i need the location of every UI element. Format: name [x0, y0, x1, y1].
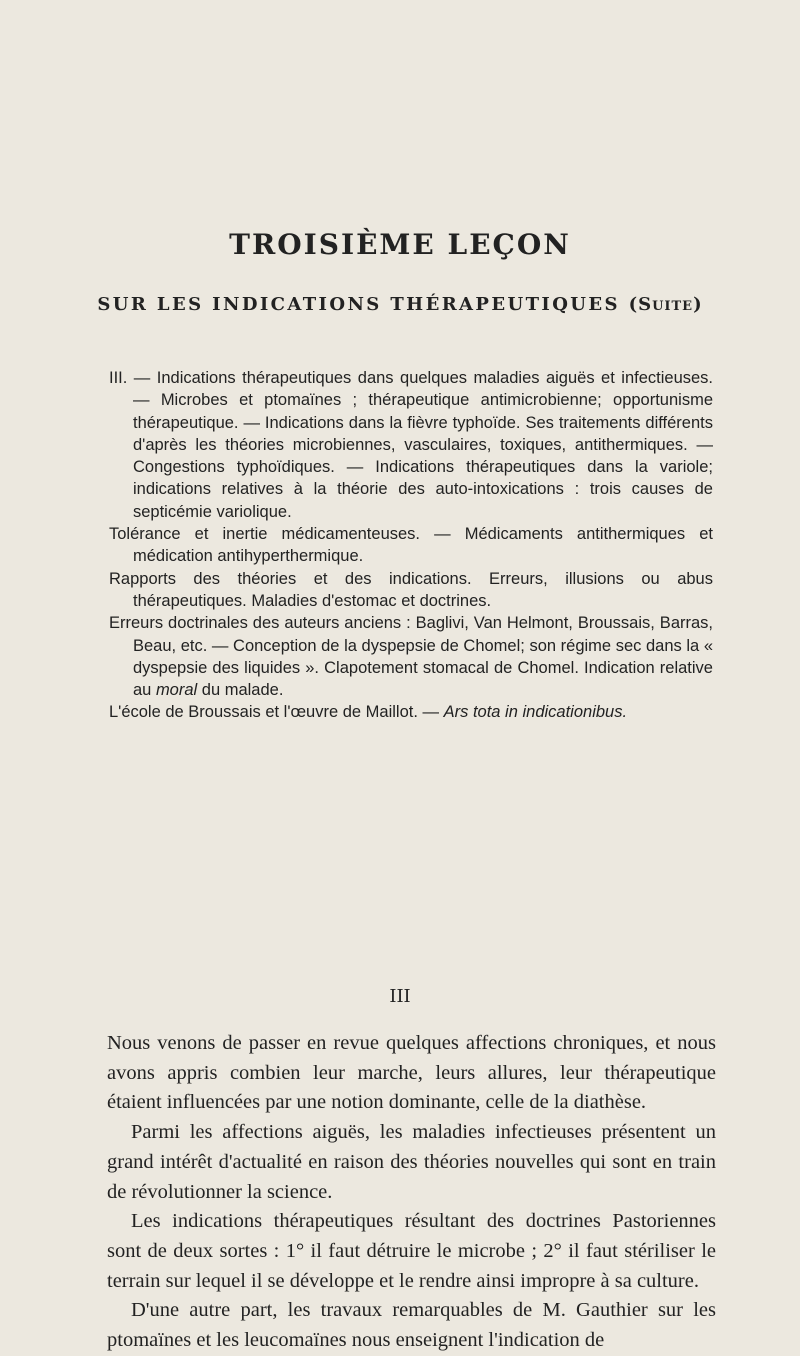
summary-paragraph: Tolérance et inertie médicamenteuses. — Médicaments antithermiques et médication antihyperthermique. [109, 525, 713, 566]
summary-text: Erreurs doctrinales des auteurs anciens : Baglivi, Van Helmont, Broussais, Barras, Beau, etc. — Conception de la dyspepsie de Chomel; son régime sec dans la « dyspepsie des liquides ». Clapotement stomacal de Chomel. Indication relative au [109, 614, 713, 700]
body-paragraph: Parmi les affections aiguës, les maladies infectieuses présentent un grand intérêt d'actualité en raison des théories nouvelles qui sont en train de révolutionner la science. [107, 1121, 716, 1203]
subtitle-suite: (Suite) [628, 294, 703, 315]
summary-italic: moral [155, 681, 198, 700]
subtitle-text: SUR LES INDICATIONS THÉRAPEUTIQUES [97, 294, 620, 315]
summary-paragraph [109, 612, 713, 701]
body-paragraph: Les indications thérapeutiques résultant des doctrines Pastoriennes sont de deux sortes : 1° il faut détruire le microbe ; 2° il faut stériliser le terrain sur lequel il se développe et le rendre ainsi impropre à sa culture. [107, 1210, 716, 1292]
lecture-title: TROISIÈME LEÇON [229, 228, 571, 261]
body-text [107, 1029, 716, 1356]
summary-paragraph: Rapports des théories et des indications. Erreurs, illusions ou abus thérapeutiques. Maladies d'estomac et doctrines. [109, 569, 713, 610]
summary-paragraph [109, 701, 713, 723]
body-paragraph: Nous venons de passer en revue quelques affections chroniques, et nous avons appris combien leur marche, leurs allures, leur thérapeutique étaient influencées par une notion dominante, celle de la diathèse. [107, 1032, 716, 1114]
summary-text: L'école de Broussais et l'œuvre de Maillot. — [109, 703, 444, 722]
summary-paragraph: III. — Indications thérapeutiques dans quelques maladies aiguës et infectieuses. — Microbes et ptomaïnes ; thérapeutique antimicrobienne; opportunisme thérapeutique. — Indications dans la fièvre typhoïde. Ses traitements différents d'après les théories microbiennes, vasculaires, toxiques, antithermiques. — Congestions typhoïdiques. — Indications thérapeutiques dans la variole; indications relatives à la théorie des auto-intoxications : trois causes de septicémie variolique. [109, 369, 713, 521]
section-number: III [389, 986, 411, 1007]
body-paragraph: D'une autre part, les travaux remarquables de M. Gauthier sur les ptomaïnes et les leucomaïnes nous enseignent l'indication de [107, 1299, 716, 1352]
summary-text: du malade. [197, 681, 284, 700]
summary-italic: Ars tota in indicationibus. [443, 703, 628, 722]
chapter-summary [109, 367, 713, 724]
lecture-subtitle [0, 294, 800, 315]
